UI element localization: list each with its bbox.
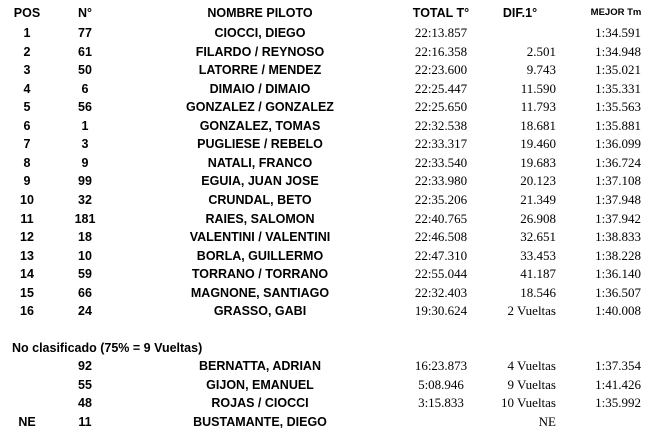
result-pos: 13 xyxy=(20,248,34,263)
result-best-lap: 1:35.563 xyxy=(595,99,641,115)
table-row xyxy=(0,135,663,153)
result-car-number: 1 xyxy=(81,118,89,133)
result-total-time: 22:40.765 xyxy=(414,210,468,226)
result-best-lap: 1:35.021 xyxy=(595,62,641,78)
result-driver-name: GONZALEZ, TOMAS xyxy=(199,118,321,133)
result-driver-name: LATORRE / MENDEZ xyxy=(198,63,322,78)
header-driver-name: NOMBRE PILOTO xyxy=(207,6,313,20)
result-gap: 2.501 xyxy=(526,43,556,59)
result-total-time: 22:55.044 xyxy=(414,266,468,282)
result-driver-name: ROJAS / CIOCCI xyxy=(211,396,309,411)
result-car-number: 61 xyxy=(78,44,92,59)
table-row xyxy=(0,24,663,42)
result-driver-name: PUGLIESE / REBELO xyxy=(197,137,323,152)
result-driver-name: BUSTAMANTE, DIEGO xyxy=(193,414,327,429)
result-driver-name: CRUNDAL, BETO xyxy=(208,192,312,207)
result-gap: 11.793 xyxy=(520,99,556,115)
result-gap: 9 Vueltas xyxy=(507,376,556,392)
header-pos: POS xyxy=(13,6,41,20)
table-row xyxy=(0,43,663,61)
table-row xyxy=(0,80,663,98)
result-car-number: 6 xyxy=(81,81,89,96)
result-gap: 18.546 xyxy=(520,284,556,300)
table-row xyxy=(0,394,663,412)
table-row xyxy=(0,284,663,302)
header-number: N° xyxy=(77,6,93,20)
result-pos: 4 xyxy=(23,81,31,96)
result-pos: 16 xyxy=(20,304,34,319)
result-pos: 6 xyxy=(23,118,31,133)
result-total-time: 22:13.857 xyxy=(414,25,468,40)
result-best-lap: 1:34.591 xyxy=(595,25,641,40)
result-car-number: 55 xyxy=(78,377,92,392)
result-driver-name: FILARDO / REYNOSO xyxy=(195,44,325,59)
result-driver-name: VALENTINI / VALENTINI xyxy=(189,230,331,245)
result-gap: 19.683 xyxy=(520,154,556,170)
table-row xyxy=(0,357,663,375)
result-car-number: 32 xyxy=(78,192,92,207)
result-gap: 33.453 xyxy=(520,247,556,263)
result-gap: 2 Vueltas xyxy=(507,303,556,319)
result-total-time: 22:46.508 xyxy=(414,229,468,245)
result-total-time: 22:32.538 xyxy=(414,117,468,133)
result-gap xyxy=(480,24,556,42)
header-best-lap: MEJOR Tm xyxy=(590,7,642,18)
result-pos: 2 xyxy=(23,44,31,59)
table-row xyxy=(0,98,663,116)
result-pos: NE xyxy=(18,414,36,429)
result-car-number: 92 xyxy=(78,359,92,373)
result-car-number: 181 xyxy=(74,211,96,226)
result-pos: 7 xyxy=(23,137,31,152)
result-best-lap: 1:40.008 xyxy=(595,303,641,319)
result-total-time: 5:08.946 xyxy=(418,376,464,392)
not-classified-heading: No clasificado (75% = 9 Vueltas) xyxy=(12,341,203,355)
result-pos: 10 xyxy=(20,192,34,207)
result-car-number: 48 xyxy=(78,396,92,411)
result-car-number: 99 xyxy=(78,174,92,189)
result-car-number: 11 xyxy=(78,414,92,429)
result-car-number: 56 xyxy=(78,100,92,115)
table-header xyxy=(0,3,663,21)
result-pos xyxy=(2,357,52,375)
result-driver-name: NATALI, FRANCO xyxy=(207,155,313,170)
result-car-number: 24 xyxy=(78,304,92,319)
result-gap: 18.681 xyxy=(520,117,556,133)
result-driver-name: BORLA, GUILLERMO xyxy=(196,248,324,263)
result-driver-name: EGUIA, JUAN JOSE xyxy=(201,174,319,189)
result-best-lap: 1:35.881 xyxy=(595,117,641,133)
result-driver-name: DIMAIO / DIMAIO xyxy=(209,81,311,96)
result-total-time: 16:23.873 xyxy=(414,358,468,373)
table-row xyxy=(0,154,663,172)
table-row xyxy=(0,413,663,431)
result-pos: 1 xyxy=(23,26,31,40)
result-total-time: 22:32.403 xyxy=(414,284,468,300)
result-best-lap: 1:37.354 xyxy=(595,358,641,373)
result-total-time: 22:23.600 xyxy=(414,62,468,78)
result-gap: 32.651 xyxy=(520,229,556,245)
result-best-lap: 1:36.507 xyxy=(595,284,641,300)
table-row xyxy=(0,376,663,394)
result-car-number: 9 xyxy=(81,155,89,170)
table-row xyxy=(0,302,663,320)
result-pos: 9 xyxy=(23,174,31,189)
result-pos: 5 xyxy=(23,100,31,115)
result-gap: 10 Vueltas xyxy=(501,395,556,411)
result-driver-name: BERNATTA, ADRIAN xyxy=(199,359,321,373)
table-row xyxy=(0,265,663,283)
result-best-lap: 1:36.140 xyxy=(595,266,641,282)
result-total-time: 22:33.980 xyxy=(414,173,468,189)
table-row xyxy=(0,61,663,79)
result-best-lap: 1:38.833 xyxy=(595,229,641,245)
result-pos: 3 xyxy=(23,63,31,78)
result-driver-name: CIOCCI, DIEGO xyxy=(214,26,306,40)
result-best-lap: 1:36.724 xyxy=(595,154,641,170)
result-gap: 11.590 xyxy=(520,80,556,96)
result-best-lap: 1:36.099 xyxy=(595,136,641,152)
result-car-number: 3 xyxy=(81,137,89,152)
result-driver-name: MAGNONE, SANTIAGO xyxy=(190,285,330,300)
result-gap: 9.743 xyxy=(526,62,556,78)
result-gap: 26.908 xyxy=(520,210,556,226)
result-car-number: 59 xyxy=(78,267,92,282)
result-best-lap: 1:37.942 xyxy=(595,210,641,226)
result-car-number: 77 xyxy=(78,26,92,40)
result-best-lap: 1:41.426 xyxy=(595,376,641,392)
result-best-lap: 1:34.948 xyxy=(595,43,641,59)
result-total-time xyxy=(395,413,487,431)
result-pos: 14 xyxy=(20,267,34,282)
table-row xyxy=(0,228,663,246)
result-pos xyxy=(2,394,52,412)
table-row xyxy=(0,247,663,265)
result-total-time: 22:33.540 xyxy=(414,154,468,170)
result-total-time: 22:47.310 xyxy=(414,247,468,263)
result-best-lap: 1:37.108 xyxy=(595,173,641,189)
result-pos: 15 xyxy=(20,285,34,300)
result-gap: 4 Vueltas xyxy=(507,358,556,373)
result-driver-name: GONZALEZ / GONZALEZ xyxy=(186,100,334,115)
result-driver-name: RAIES, SALOMON xyxy=(205,211,315,226)
result-car-number: 18 xyxy=(78,230,92,245)
header-total-time: TOTAL T° xyxy=(412,6,470,20)
result-total-time: 22:25.650 xyxy=(414,99,468,115)
result-driver-name: GRASSO, GABI xyxy=(213,304,307,319)
result-best-lap xyxy=(555,413,641,431)
result-car-number: 66 xyxy=(78,285,92,300)
result-best-lap: 1:35.331 xyxy=(595,80,641,96)
result-total-time: 19:30.624 xyxy=(414,303,468,319)
result-driver-name: TORRANO / TORRANO xyxy=(191,267,329,282)
result-car-number: 50 xyxy=(78,63,92,78)
result-gap: NE xyxy=(538,413,556,429)
header-gap-to-first: DIF.1° xyxy=(502,6,538,20)
result-pos: 8 xyxy=(23,155,31,170)
result-pos xyxy=(2,376,52,394)
result-best-lap: 1:38.228 xyxy=(595,247,641,263)
result-car-number: 10 xyxy=(78,248,92,263)
table-row xyxy=(0,191,663,209)
result-gap: 41.187 xyxy=(520,266,556,282)
table-row xyxy=(0,117,663,135)
table-row xyxy=(0,172,663,190)
result-gap: 21.349 xyxy=(520,191,556,207)
result-best-lap: 1:35.992 xyxy=(595,395,641,411)
result-total-time: 3:15.833 xyxy=(418,395,464,411)
table-row xyxy=(0,210,663,228)
result-pos: 12 xyxy=(20,230,34,245)
result-best-lap: 1:37.948 xyxy=(595,191,641,207)
result-total-time: 22:16.358 xyxy=(414,43,468,59)
result-pos: 11 xyxy=(20,211,34,226)
result-gap: 20.123 xyxy=(520,173,556,189)
result-gap: 19.460 xyxy=(520,136,556,152)
result-total-time: 22:35.206 xyxy=(414,191,468,207)
result-driver-name: GIJON, EMANUEL xyxy=(206,377,314,392)
result-total-time: 22:25.447 xyxy=(414,80,468,96)
result-total-time: 22:33.317 xyxy=(414,136,468,152)
